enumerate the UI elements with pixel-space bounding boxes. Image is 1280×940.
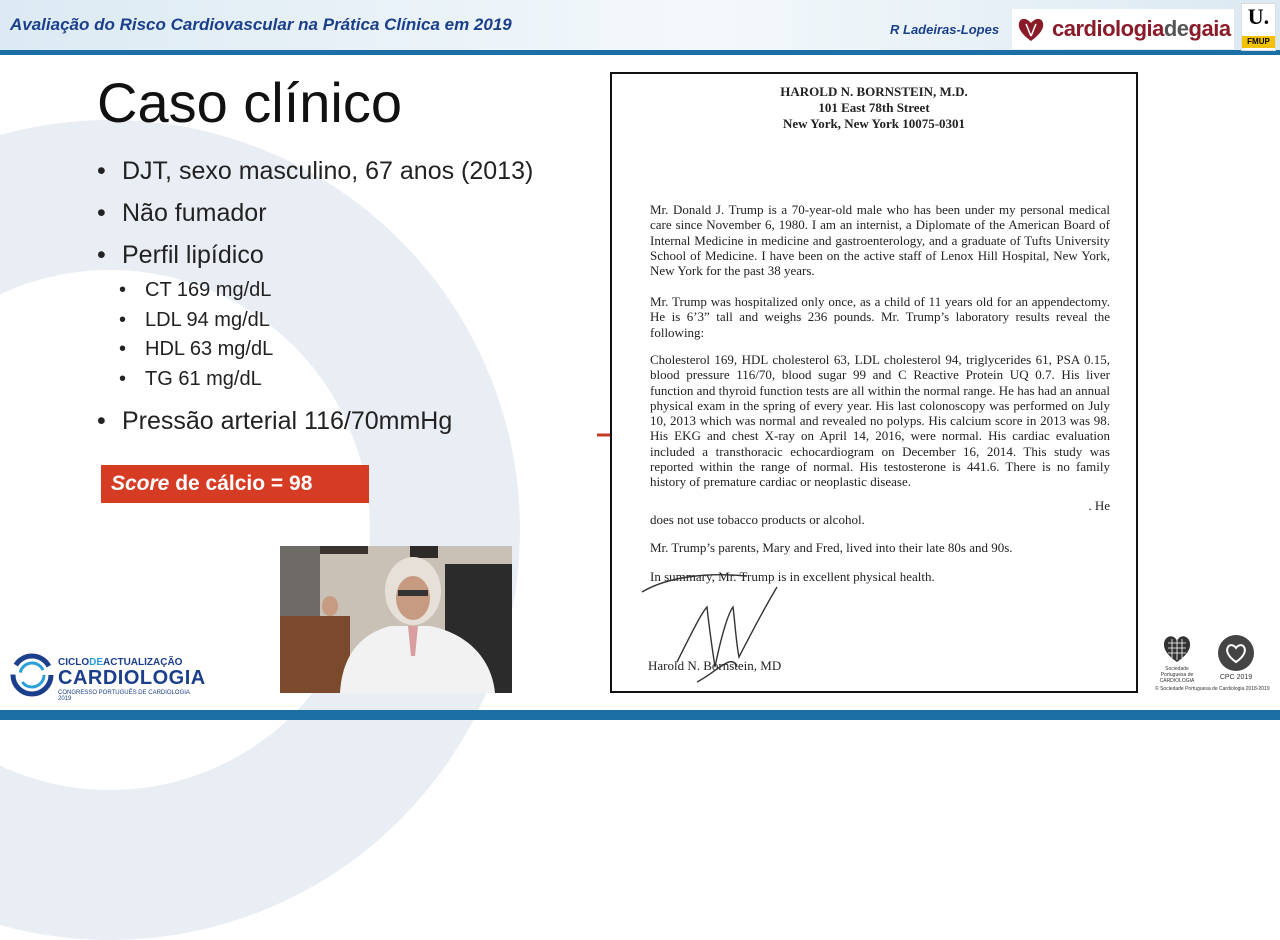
congress-line-3: CONGRESSO PORTUGUÊS DE CARDIOLOGIA 2019: [58, 690, 190, 702]
spc-heart-icon: [1160, 634, 1194, 664]
cpc-logo: CPC 2019: [1213, 634, 1259, 681]
slide-title: Caso clínico: [97, 71, 403, 134]
lipid-item: • LDL 94 mg/dL: [97, 306, 533, 336]
lipid-item: • CT 169 mg/dL: [97, 276, 533, 306]
letterhead: HAROLD N. BORNSTEIN, M.D. 101 East 78th Street New York, New York 10075-0301: [780, 84, 968, 131]
presentation-title: Avaliação do Risco Cardiovascular na Prática Clínica em 2019: [10, 15, 512, 34]
congress-ring-icon: [8, 651, 56, 699]
cpc-heart-icon: [1217, 634, 1255, 672]
calcium-score-box: Score de cálcio = 98: [101, 465, 369, 503]
heart-logo-icon: [1016, 14, 1046, 44]
case-bullets: [97, 150, 533, 442]
letter-paragraph: does not use tobacco products or alcohol.: [650, 512, 865, 527]
congress-logo: [0, 641, 206, 709]
doctor-photo-illustration: [280, 546, 512, 693]
cardiologiadegaia-logo: [1012, 9, 1234, 49]
copyright-note: © Sociedade Portuguesa de Cardiologia 2018-2019: [1155, 686, 1270, 692]
lipid-list: [97, 276, 533, 394]
lipid-item: • HDL 63 mg/dL: [97, 335, 533, 365]
logo-wordmark: cardiologiadegaia: [1052, 16, 1231, 41]
footer-bar: [0, 710, 1280, 720]
lipid-item: • TG 61 mg/dL: [97, 365, 533, 395]
letter-paragraph: Mr. Trump was hospitalized only once, as a child of 11 years old for an appendectomy. He is 6’3” tall and weighs 236 pounds. Mr. Trump’s laboratory results reveal the following:: [650, 294, 1110, 340]
medical-letter: [610, 72, 1138, 693]
bullet-smoker: • Não fumador: [97, 192, 533, 234]
congress-line-2: CARDIOLOGIA: [58, 667, 206, 689]
spc-logo: Sociedade Portuguesa de CARDIOLOGIA: [1153, 634, 1201, 684]
author-name: R Ladeiras-Lopes: [890, 22, 1000, 37]
letter-paragraph: . He: [1088, 498, 1110, 513]
bullet-patient: • DJT, sexo masculino, 67 anos (2013): [97, 150, 533, 192]
letter-paragraph: Cholesterol 169, HDL cholesterol 63, LDL cholesterol 94, triglycerides 61, PSA 0.15, blood pressure 116/70, blood sugar 99 and C Reactive Protein UQ 0.7. His liver function and thyroid function tests are all within the normal range. He has had an annual physical exam in the spring of every year. His last colonoscopy was performed on July 10, 2013 which was normal and revealed no polyps. His calcium score in 2013 was 98. His EKG and chest X-ray on April 14, 2016, were normal. His cardiac evaluation included a transthoracic echocardiogram on December 16, 2014. This study was reported within the range of normal. His testosterone is 441.6. There is no family history of premature cardiac or neoplastic disease.: [650, 352, 1110, 490]
bullet-blood-pressure: • Pressão arterial 116/70mmHg: [97, 400, 533, 442]
bullet-lipid-profile: • Perfil lipídico: [97, 234, 533, 276]
header-bar: [0, 0, 1280, 55]
signature-name: Harold N. Bornstein, MD: [648, 658, 782, 673]
letter-paragraph: Mr. Donald J. Trump is a 70-year-old male who has been under my personal medical care since November 6, 1980. I am an internist, a Diplomate of the American Board of Internal Medicine in medicine and gastroenterology, and a graduate of Tufts University School of Medicine. I have been on the active staff of Lenox Hill Hospital, New York, New York for the past 38 years.: [650, 202, 1110, 279]
fmup-logo: U. FMUP: [1241, 3, 1276, 51]
letter-paragraph: Mr. Trump’s parents, Mary and Fred, lived into their late 80s and 90s.: [650, 540, 1013, 555]
letter-paragraph: In summary, Mr. Trump is in excellent physical health.: [650, 569, 935, 584]
doctor-photo: [280, 546, 512, 693]
congress-line-1: CICLODEACTUALIZAÇÃO: [58, 657, 183, 668]
